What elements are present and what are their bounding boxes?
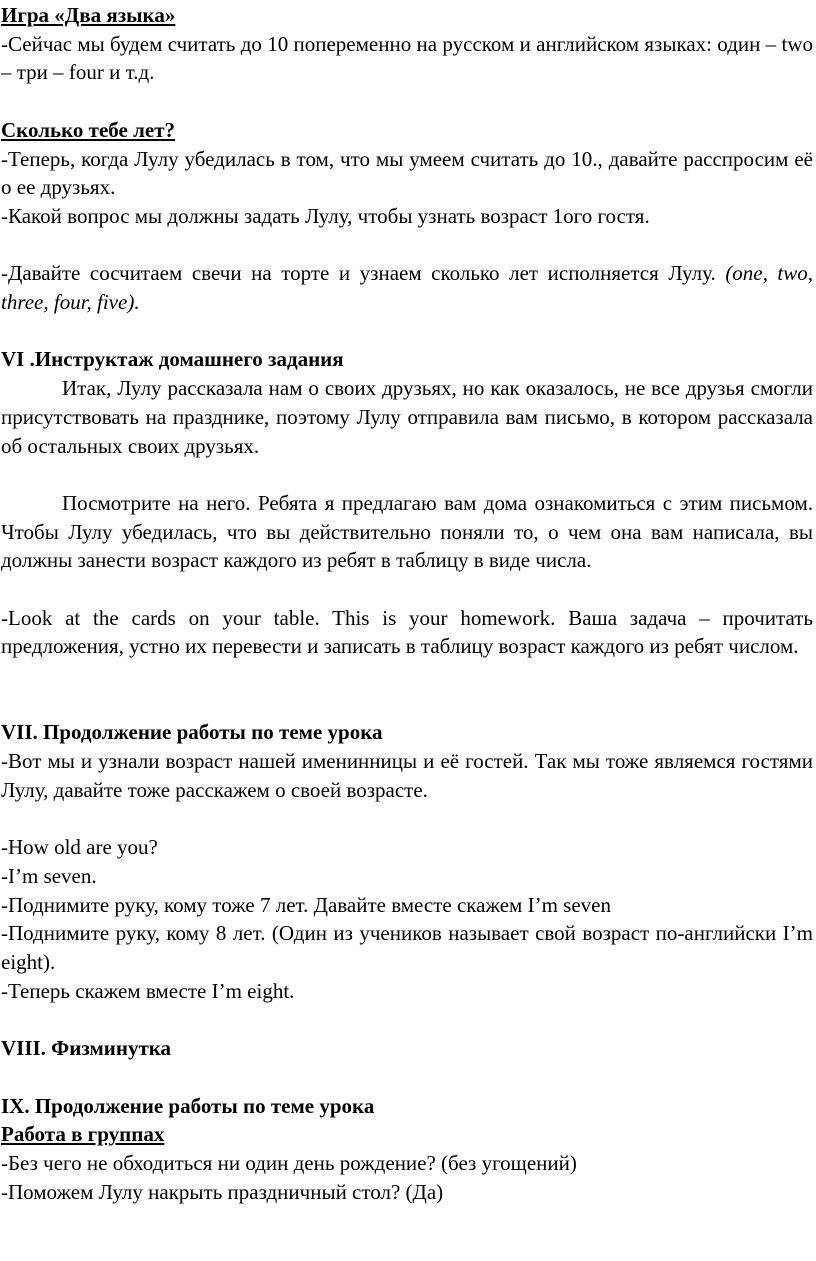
spacer — [1, 87, 813, 116]
section-title-physminute: VIII. Физминутка — [1, 1036, 172, 1061]
section-title-continue-1: VII. Продолжение работы по теме урока — [1, 720, 383, 745]
dialogue-line: -I’m seven. — [1, 863, 97, 888]
spacer — [1, 460, 813, 489]
spacer — [1, 805, 813, 834]
section-subtitle-groups: Работа в группах — [1, 1122, 165, 1147]
paragraph: Посмотрите на него. Ребята я предлагаю вам дома ознакомиться с этим письмом. Чтобы Лулу убедилась, что вы действительно поняли то, о чем она вам написала, вы должны занести возраст каждого из ребят в таблицу в виде числа. — [1, 490, 813, 573]
spacer — [1, 1006, 813, 1035]
dialogue-line: -Поможем Лулу накрыть праздничный стол? (Да) — [1, 1179, 444, 1204]
section-title-age: Сколько тебе лет? — [1, 117, 176, 142]
paragraph: -Look at the cards on your table. This is your homework. Ваша задача – прочитать предложения, устно их перевести и записать в таблицу возраст каждого из ребят числом. — [1, 605, 813, 659]
paragraph — [1, 259, 813, 316]
dialogue-line: -Поднимите руку, кому тоже 7 лет. Давайте вместе скажем I’m seven — [1, 892, 611, 917]
spacer — [1, 575, 813, 604]
dialogue-line: -Поднимите руку, кому 8 лет. (Один из учеников называет свой возраст по-английски I’m eight). — [1, 921, 813, 975]
spacer — [1, 231, 813, 260]
section-title-continue-2: IX. Продолжение работы по теме урока — [1, 1093, 375, 1118]
paragraph: -Вот мы и узнали возраст нашей именинницы и её гостей. Так мы тоже являемся гостями Лулу, давайте тоже расскажем о своей возрасте. — [1, 749, 813, 802]
dialogue-line: -How old are you? — [1, 835, 158, 860]
spacer — [1, 317, 813, 346]
dialogue-line: -Без чего не обходиться ни один день рождение? (без угощений) — [1, 1150, 577, 1175]
section-title-homework: VI .Инструктаж домашнего задания — [1, 347, 344, 372]
paragraph: Итак, Лулу рассказала нам о своих друзьях, но как оказалось, не все друзья смогли присутствовать на празднике, поэтому Лулу отправила вам письмо, в котором рассказала об остальных своих друзьях. — [1, 376, 813, 458]
candles-question: -Давайте сосчитаем свечи на торте и узнаем сколько лет исполняется Лулу. — [1, 261, 716, 286]
dialogue-line: -Теперь скажем вместе I’m eight. — [1, 978, 295, 1003]
paragraph: -Теперь, когда Лулу убедилась в том, что мы умеем считать до 10., давайте расспросим её о ее друзьях. — [1, 146, 813, 200]
paragraph: -Какой вопрос мы должны задать Лулу, чтобы узнать возраст 1ого гостя. — [1, 203, 650, 228]
spacer — [1, 1063, 813, 1092]
counting-italic: (one, two, three, four, five). — [1, 261, 814, 314]
spacer — [1, 661, 813, 718]
paragraph: -Сейчас мы будем считать до 10 попеременно на русском и английском языках: один – two – три – four и т.д. — [1, 31, 813, 85]
section-title-game: Игра «Два языка» — [1, 3, 176, 27]
document-page — [1, 1, 813, 1206]
